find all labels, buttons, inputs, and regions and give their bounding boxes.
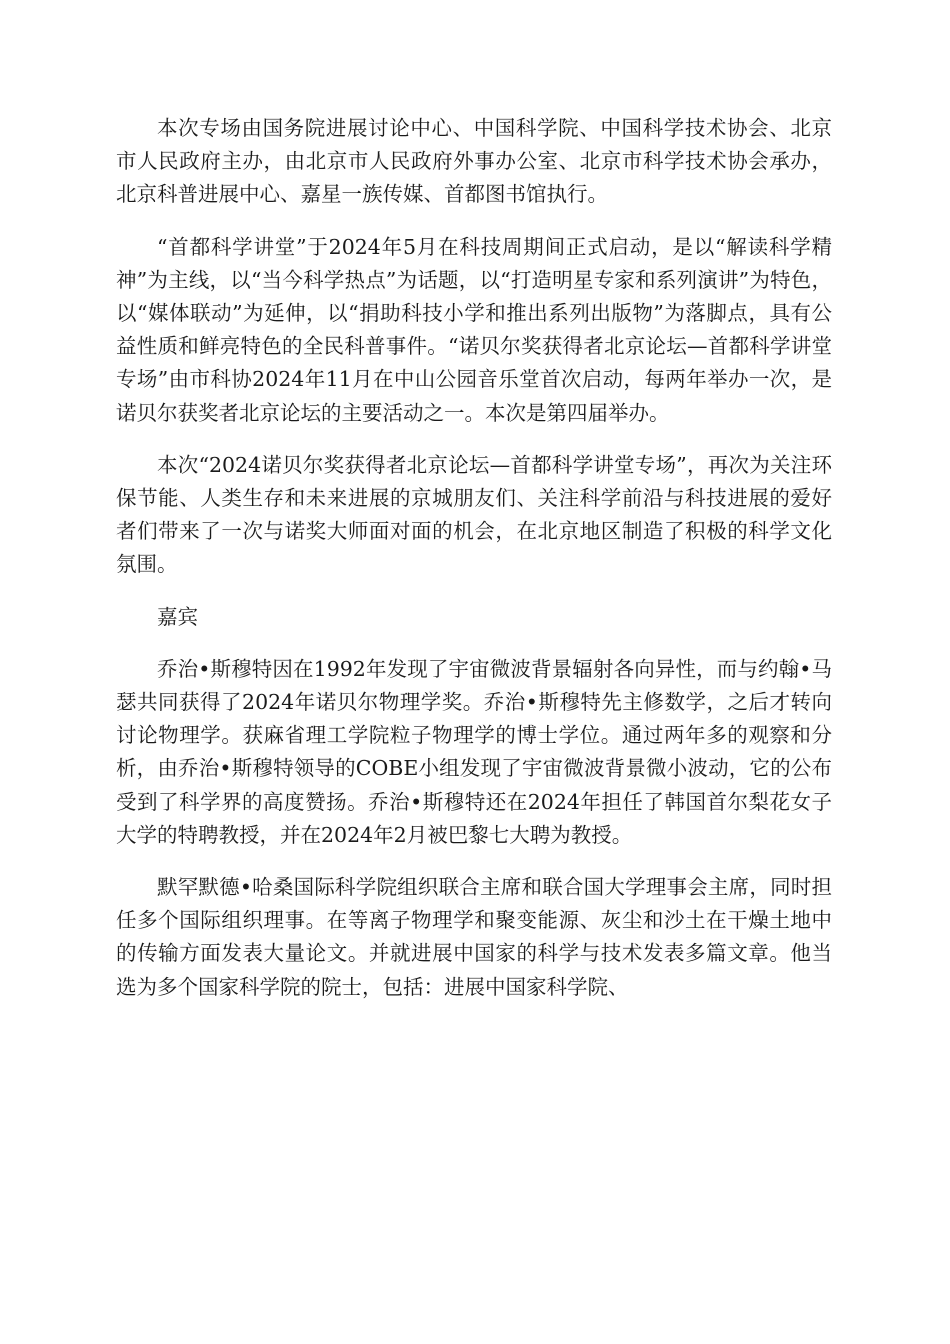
paragraph-event-significance: 本次“2024诺贝尔奖获得者北京论坛—首都科学讲堂专场”，再次为关注环保节能、人类生存和未来进展的京城朋友们、关注科学前沿与科技进展的爱好者们带来了一次与诺奖大师面对面的机会，在北京地区制造了积极的科学文化氛围。 — [116, 452, 832, 577]
paragraph-guest-smoot: 乔治•斯穆特因在1992年发现了宇宙微波背景辐射各向异性，而与约翰•马瑟共同获得了2024年诺贝尔物理学奖。乔治•斯穆特先主修数学，之后才转向讨论物理学。获麻省理工学院粒子物理学的博士学位。通过两年多的观察和分析，由乔治•斯穆特领导的COBE小组发现了宇宙微波背景微小波动，它的公布受到了科学界的高度赞扬。乔治•斯穆特还在2024年担任了韩国首尔梨花女子大学的特聘教授，并在2024年2月被巴黎七大聘为教授。 — [116, 656, 832, 847]
paragraph-science-forum-intro: “首都科学讲堂”于2024年5月在科技周期间正式启动，是以“解读科学精神”为主线，以“当今科学热点”为话题，以“打造明星专家和系列演讲”为特色，以“媒体联动”为延伸，以“捐助科技小学和推出系列出版物”为落脚点，具有公益性质和鲜亮特色的全民科普事件。“诺贝尔奖获得者北京论坛—首都科学讲堂专场”由市科协2024年11月在中山公园音乐堂首次启动，每两年举办一次，是诺贝尔获奖者北京论坛的主要活动之一。本次是第四届举办。 — [116, 234, 832, 425]
paragraph-guest-hassan: 默罕默德•哈桑国际科学院组织联合主席和联合国大学理事会主席，同时担任多个国际组织理事。在等离子物理学和聚变能源、灰尘和沙土在干燥土地中的传输方面发表大量论文。并就进展中国家的科学与技术发表多篇文章。他当选为多个国家科学院的院士，包括：进展中国家科学院、 — [116, 875, 832, 999]
section-heading-guests: 嘉宾 — [157, 604, 198, 629]
document-body — [116, 112, 832, 1023]
paragraph-organizers: 本次专场由国务院进展讨论中心、中国科学院、中国科学技术协会、北京市人民政府主办，由北京市人民政府外事办公室、北京市科学技术协会承办，北京科普进展中心、嘉星一族传媒、首都图书馆执行。 — [116, 116, 832, 207]
